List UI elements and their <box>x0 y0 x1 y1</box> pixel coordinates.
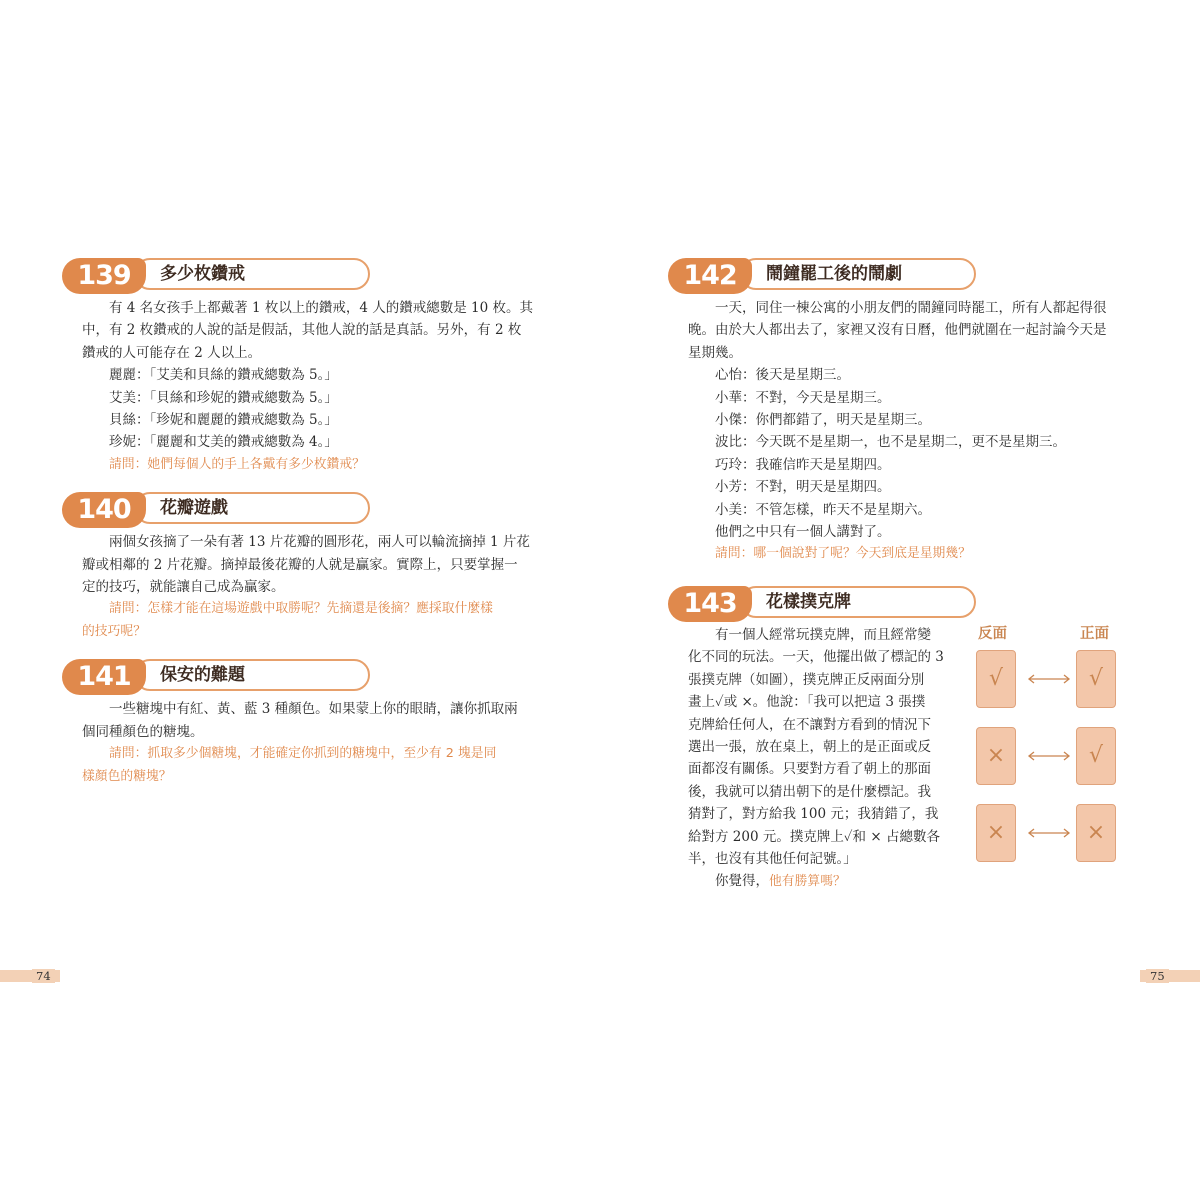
body-line: 個同種顏色的糖塊。 <box>82 723 204 740</box>
puzzle-141 <box>62 657 534 788</box>
dialogue-line: 小華：不對，今天是星期三。 <box>715 389 891 406</box>
body-line: 中，有 2 枚鑽戒的人說的話是假話，其他人說的話是真話。另外，有 2 枚 <box>82 322 522 339</box>
body-line: 張撲克牌（如圖），撲克牌正反兩面分別 <box>688 671 925 688</box>
body-line: 克牌給任何人，在不讓對方看到的情況下 <box>688 716 931 733</box>
right-page <box>668 256 1140 934</box>
puzzle-header <box>62 657 534 697</box>
body-line: 晚。由於大人都出去了，家裡又沒有日曆，他們就圍在一起討論今天是 <box>688 322 1107 339</box>
double-arrow-icon <box>1026 673 1072 685</box>
body-line: 給對方 200 元。撲克牌上✓和 × 占總數各 <box>688 828 940 845</box>
puzzle-number-badge: 139 <box>62 258 146 294</box>
body-line: 後，我就可以猜出朝下的是什麼標記。我 <box>688 783 931 800</box>
left-page <box>62 256 534 788</box>
body-line: 星期幾。 <box>688 344 742 361</box>
puzzle-143 <box>668 584 1140 934</box>
body-line: 一天，同住一棟公寓的小朋友們的鬧鐘同時罷工，所有人都起得很 <box>715 300 1107 316</box>
dialogue-line: 珍妮：「麗麗和艾美的鑽戒總數為 4。」 <box>109 434 338 451</box>
question-text: 樣顏色的糖塊？ <box>82 768 172 784</box>
body-line: 一些糖塊中有紅、黃、藍 3 種顏色。如果蒙上你的眼睛，讓你抓取兩 <box>109 701 518 718</box>
puzzle-139 <box>62 256 534 476</box>
body-line: 化不同的玩法。一天，他擺出做了標記的 3 <box>688 649 944 666</box>
double-arrow-icon <box>1026 750 1072 762</box>
puzzle-body <box>668 624 1140 934</box>
puzzle-body <box>62 297 534 476</box>
puzzle-number-badge: 141 <box>62 659 146 695</box>
right-page-number: 75 <box>1146 969 1169 983</box>
puzzle-body <box>62 531 534 643</box>
dialogue-line: 小傑：你們都錯了，明天是星期三。 <box>715 412 931 429</box>
body-line: 選出一張，放在桌上，朝上的是正面或反 <box>688 738 931 755</box>
puzzle-142 <box>668 256 1140 566</box>
body-line: 猜對了，對方給我 100 元；我猜錯了，我 <box>688 806 939 823</box>
dialogue-line: 心怡：後天是星期三。 <box>715 367 850 384</box>
question-text: 請問：怎樣才能在這場遊戲中取勝呢？先摘還是後摘？應採取什麼樣 <box>109 601 493 617</box>
puzzle-140 <box>62 490 534 643</box>
puzzle-body <box>668 297 1140 566</box>
puzzle-header <box>668 584 1140 624</box>
question-text: 請問：抓取多少個糖塊，才能確定你抓到的糖塊中，至少有 2 塊是同 <box>109 746 497 762</box>
puzzle-number-badge: 143 <box>668 586 752 622</box>
front-side-label: 正面 <box>1080 625 1109 642</box>
closing-prefix: 你覺得， <box>715 873 769 890</box>
puzzle-title: 保安的難題 <box>160 665 245 686</box>
puzzle-body <box>62 698 534 788</box>
body-line: 面都沒有關係。只要對方看了朝上的那面 <box>688 761 931 778</box>
dialogue-line: 波比：今天既不是星期一，也不是星期二，更不是星期三。 <box>715 434 1066 451</box>
dialogue-line: 小芳：不對，明天是星期四。 <box>715 479 891 496</box>
body-line: 兩個女孩摘了一朵有著 13 片花瓣的圓形花，兩人可以輪流摘掉 1 片花 <box>109 534 530 551</box>
closing-question: 他有勝算嗎？ <box>769 874 846 890</box>
dialogue-line: 貝絲：「珍妮和麗麗的鑽戒總數為 5。」 <box>109 412 338 429</box>
puzzle-title: 花樣撲克牌 <box>766 591 851 612</box>
double-arrow-icon <box>1026 827 1072 839</box>
back-side-label: 反面 <box>978 625 1007 642</box>
card-1-back: √ <box>976 650 1016 708</box>
closing-line <box>688 870 952 893</box>
dialogue-line: 艾美：「貝絲和珍妮的鑽戒總數為 5。」 <box>109 389 338 406</box>
puzzle-text <box>688 624 952 894</box>
dialogue-line: 麗麗：「艾美和貝絲的鑽戒總數為 5。」 <box>109 367 338 384</box>
card-2-front: √ <box>1076 727 1116 785</box>
question-text: 請問：她們每個人的手上各戴有多少枚鑽戒？ <box>109 456 365 472</box>
card-figure <box>968 622 1148 882</box>
body-line: 鑽戒的人可能存在 2 人以上。 <box>82 344 262 361</box>
body-line: 半，也沒有其他任何記號。」 <box>688 850 857 867</box>
puzzle-title: 鬧鐘罷工後的鬧劇 <box>766 264 902 284</box>
dialogue-line: 巧玲：我確信昨天是星期四。 <box>715 456 891 473</box>
puzzle-header <box>62 256 534 296</box>
body-line: 定的技巧，就能讓自己成為贏家。 <box>82 579 285 596</box>
body-line: 有 4 名女孩手上都戴著 1 枚以上的鑽戒，4 人的鑽戒總數是 10 枚。其 <box>109 300 533 316</box>
question-text: 請問：哪一個說對了呢？今天到底是星期幾？ <box>715 546 971 562</box>
card-3-front: × <box>1076 804 1116 862</box>
body-line: 畫上✓或 ×。他說：「我可以把這 3 張撲 <box>688 694 926 711</box>
puzzle-number-badge: 140 <box>62 492 146 528</box>
body-line: 有一個人經常玩撲克牌，而且經常變 <box>715 626 931 643</box>
puzzle-header <box>62 490 534 530</box>
dialogue-line: 小美：不管怎樣，昨天不是星期六。 <box>715 501 931 518</box>
puzzle-number-badge: 142 <box>668 258 752 294</box>
card-3-back: × <box>976 804 1016 862</box>
body-line: 瓣或相鄰的 2 片花瓣。摘掉最後花瓣的人就是贏家。實際上，只要掌握一 <box>82 556 518 573</box>
card-1-front: √ <box>1076 650 1116 708</box>
card-2-back: × <box>976 727 1016 785</box>
dialogue-line: 他們之中只有一個人講對了。 <box>715 524 891 541</box>
left-page-number: 74 <box>32 969 55 983</box>
puzzle-header <box>668 256 1140 296</box>
puzzle-title: 多少枚鑽戒 <box>160 264 245 284</box>
question-text: 的技巧呢？ <box>82 623 146 639</box>
puzzle-title: 花瓣遊戲 <box>160 498 228 519</box>
